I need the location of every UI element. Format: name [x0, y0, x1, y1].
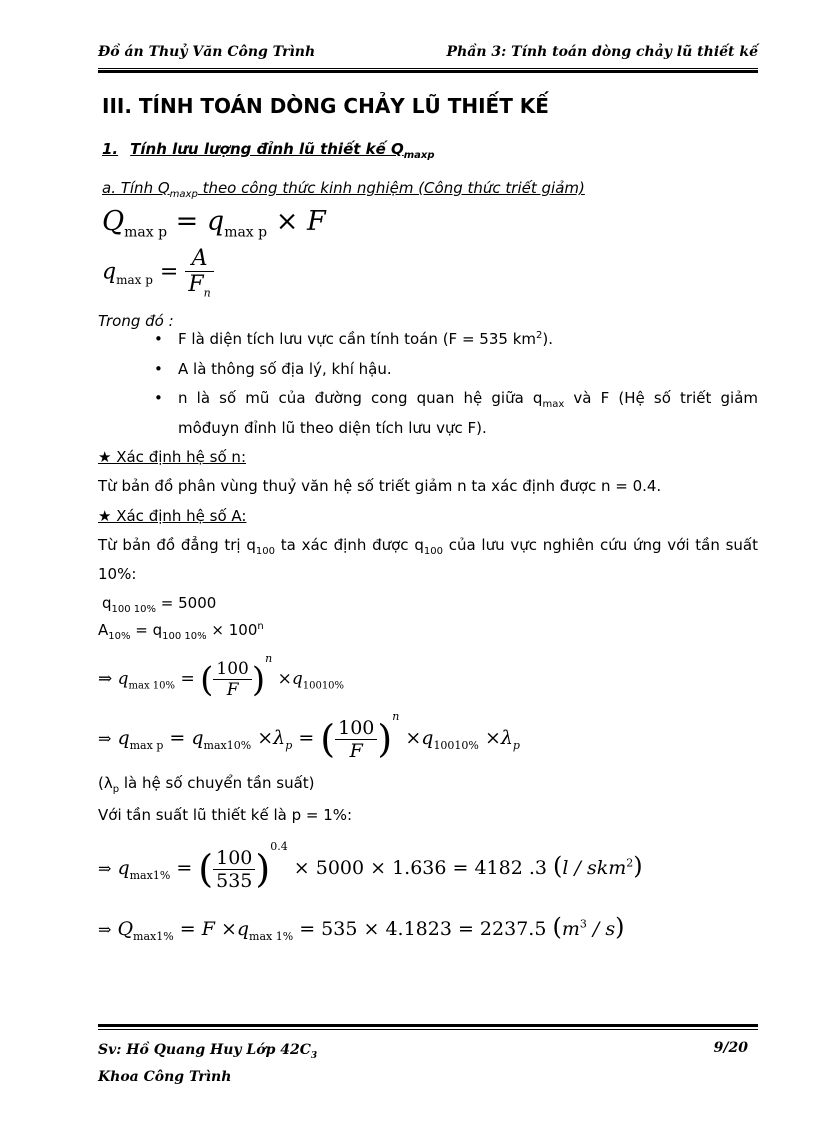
f3-sub2: 10010% — [302, 680, 345, 692]
subsection-number: 1. — [102, 140, 119, 158]
formula2-den-sub: n — [203, 286, 211, 300]
f5-unit-open: ( — [553, 852, 563, 880]
subsection-a-post: theo công thức kinh nghiệm (Công thức triết giảm) — [197, 179, 585, 197]
f4-exp: n — [392, 710, 400, 723]
paragraph-n: Từ bản đồ phân vùng thuỷ văn hệ số triết giảm n ta xác định được n = 0.4. — [98, 477, 662, 495]
a10-sub: 10% — [108, 631, 131, 642]
f5-unit-close: ) — [633, 852, 643, 880]
bullet-parameter-a: • A là thông số địa lý, khí hậu. — [178, 360, 392, 378]
bullet1-sup: 2 — [536, 330, 543, 341]
f5-rparen: ) — [255, 847, 271, 891]
f4-lparen: ( — [320, 717, 336, 761]
formula1-sub: max p — [124, 224, 168, 241]
para-a-part3: của lưu vực nghiên cứu ứng với tần suất — [442, 536, 758, 554]
f5-unit-sup: 2 — [626, 856, 634, 870]
formula-q-max-10 — [98, 652, 344, 700]
f4-lambda2-sub: p — [512, 738, 520, 752]
header-rule-thin — [98, 68, 758, 69]
lambda-sub: p — [112, 784, 120, 795]
header-rule-thick — [98, 70, 758, 73]
header-right: Phần 3: Tính toán dòng chảy lũ thiết kế — [446, 44, 758, 60]
subsection-text: Tính lưu lượng đỉnh lũ thiết kế Q — [130, 140, 404, 158]
formula2-fraction — [185, 246, 213, 299]
footer-dept: Khoa Công Trình — [98, 1068, 232, 1085]
heading-determine-a: ★ Xác định hệ số A: — [98, 507, 247, 525]
bullet1-post: ). — [542, 330, 553, 348]
footer-author-text: Sv: Hồ Quang Huy Lớp 42C — [98, 1042, 311, 1058]
f4-lambda2: λ — [500, 727, 513, 749]
lambda-rest: là hệ số chuyển tần suất) — [119, 774, 315, 792]
f4-fraction — [335, 717, 377, 762]
bullet-area — [178, 330, 553, 348]
formula-q-ratio — [102, 246, 214, 299]
a10-expression — [98, 621, 264, 642]
formula-q-maxp — [102, 206, 326, 240]
f5-lparen: ( — [198, 847, 214, 891]
f5-exp: 0.4 — [270, 840, 288, 853]
footer-rule-thick — [98, 1024, 758, 1027]
f4-sub2: 10010% — [433, 738, 479, 752]
f5-unit: l / skm — [562, 857, 627, 879]
lambda-symbol: λ — [103, 774, 113, 792]
formula-q-max-p — [98, 710, 520, 762]
heading-determine-n: ★ Xác định hệ số n: — [98, 448, 246, 466]
frequency-line: Với tần suất lũ thiết kế là p = 1%: — [98, 806, 353, 824]
f5-fraction — [213, 847, 255, 892]
q100-sub: 100 10% — [111, 604, 157, 615]
f4-arrow: ⇒ — [98, 729, 112, 748]
bullet3-line2: môđuyn đỉnh lũ theo diện tích lưu vực F). — [178, 419, 487, 437]
formula2-num: A — [191, 246, 208, 271]
subsection-a-sub: maxp — [169, 189, 198, 200]
f6-eq: = — [179, 918, 196, 940]
paragraph-a-line2: 10%: — [98, 565, 137, 583]
para-a-part2: ta xác định được q — [274, 536, 424, 554]
formula1-q: q — [206, 206, 225, 237]
f3-times: × — [277, 669, 292, 689]
f4-eq2: = — [298, 727, 315, 749]
header-left: Đồ án Thuỷ Văn Công Trình — [98, 44, 316, 60]
f6-arrow: ⇒ — [98, 920, 112, 939]
a10-mid: = q — [130, 621, 163, 639]
formula-Q-max-1 — [98, 913, 624, 943]
f3-q: q — [117, 669, 129, 689]
formula2-den — [185, 271, 213, 299]
f4-times: × — [257, 727, 274, 749]
formula1-Q: Q — [102, 206, 125, 237]
f3-num: 100 — [216, 659, 249, 679]
footer-rule-thin — [98, 1029, 758, 1030]
f4-den: F — [335, 739, 377, 762]
f4-sub1: max10% — [203, 738, 252, 752]
f3-exp: n — [265, 652, 273, 665]
footer-left — [98, 1040, 317, 1088]
a10-rest: × 100 — [206, 621, 258, 639]
f6-rest: = 535 × 4.1823 = 2237.5 — [299, 918, 547, 940]
bullet1-text: F là diện tích lưu vực cần tính toán (F = 535 km — [178, 330, 536, 348]
f3-lparen: ( — [200, 659, 214, 700]
f4-rparen: ) — [377, 717, 393, 761]
f6-unit-s: / s — [586, 918, 616, 940]
page-header — [98, 44, 758, 66]
f6-unit-open: ( — [552, 913, 562, 941]
section-title: III. TÍNH TOÁN DÒNG CHẢY LŨ THIẾT KẾ — [102, 94, 549, 118]
f5-sub: max1% — [129, 868, 171, 882]
f6-F: F — [201, 918, 215, 940]
footer-author-sub: 3 — [310, 1050, 318, 1061]
subsection-sub: maxp — [403, 150, 435, 161]
paragraph-a-line1 — [98, 536, 758, 557]
f6-unit-close: ) — [615, 913, 625, 941]
formula2-sub: max p — [116, 273, 153, 288]
f3-sub: max 10% — [128, 680, 176, 692]
f6-unit-m: m — [561, 918, 580, 940]
para-a-sub1: 100 — [255, 546, 275, 557]
footer-author — [98, 1040, 317, 1067]
f4-q2: q — [421, 727, 434, 749]
f6-unit-sup: 3 — [579, 917, 587, 931]
a10-sup: n — [257, 621, 264, 632]
f6-times: × — [220, 918, 237, 940]
f3-fraction — [213, 659, 251, 700]
f6-sub: max1% — [133, 929, 174, 943]
formula1-times: × — [275, 206, 299, 237]
q100-q: q — [102, 594, 112, 612]
f3-eq: = — [180, 669, 195, 689]
formula1-eq: = — [175, 206, 199, 237]
formula1-F: F — [306, 206, 326, 237]
f4-q1: q — [191, 727, 204, 749]
a10-A: A — [98, 621, 109, 639]
subsection-a-heading — [102, 179, 585, 200]
f5-rest: × 5000 × 1.636 = 4182 .3 — [293, 857, 547, 879]
lambda-note — [98, 774, 315, 795]
footer-page-number: 9/20 — [713, 1040, 748, 1056]
f5-arrow: ⇒ — [98, 859, 112, 878]
bullet3-sub: max — [542, 399, 565, 410]
f6-qsub: max 1% — [249, 929, 294, 943]
lambda-open: ( — [98, 774, 104, 792]
f4-q: q — [117, 727, 130, 749]
bullet3-pre: n là số mũ của đường cong quan hệ giữa q — [178, 389, 543, 407]
f3-arrow: ⇒ — [98, 669, 113, 689]
para-a-sub2: 100 — [423, 546, 443, 557]
f4-eq: = — [169, 727, 186, 749]
q100-value — [102, 594, 216, 615]
a10-sub2: 100 10% — [162, 631, 207, 642]
q100-rest: = 5000 — [156, 594, 217, 612]
formula2-den-F: F — [188, 272, 204, 297]
f3-den: F — [213, 679, 251, 700]
subsection-a-pre: a. Tính Q — [102, 179, 170, 197]
formula1-sub2: max p — [224, 224, 268, 241]
f5-den: 535 — [213, 869, 255, 892]
f5-num: 100 — [216, 846, 253, 869]
formula2-q: q — [102, 259, 117, 285]
para-a-part1: Từ bản đồ đẳng trị q — [98, 536, 256, 554]
f4-sub: max p — [129, 738, 164, 752]
f3-rparen: ) — [251, 659, 266, 700]
bullet3-post: và F (Hệ số triết giảm — [564, 389, 758, 407]
f5-q: q — [117, 857, 130, 879]
where-label: Trong đó : — [98, 312, 174, 330]
subsection-heading — [102, 140, 435, 161]
formula-q-max-1 — [98, 840, 643, 892]
f6-q: q — [236, 918, 250, 940]
f4-times2: × — [405, 727, 422, 749]
f4-lambda-sub: p — [285, 738, 293, 752]
f5-eq: = — [176, 857, 193, 879]
f4-times3: × — [484, 727, 501, 749]
f3-q2: q — [291, 669, 303, 689]
f6-Q: Q — [117, 918, 134, 940]
formula2-eq: = — [159, 259, 179, 285]
f4-lambda: λ — [273, 727, 286, 749]
f4-num: 100 — [338, 716, 375, 739]
bullet-exponent-n — [178, 389, 758, 410]
